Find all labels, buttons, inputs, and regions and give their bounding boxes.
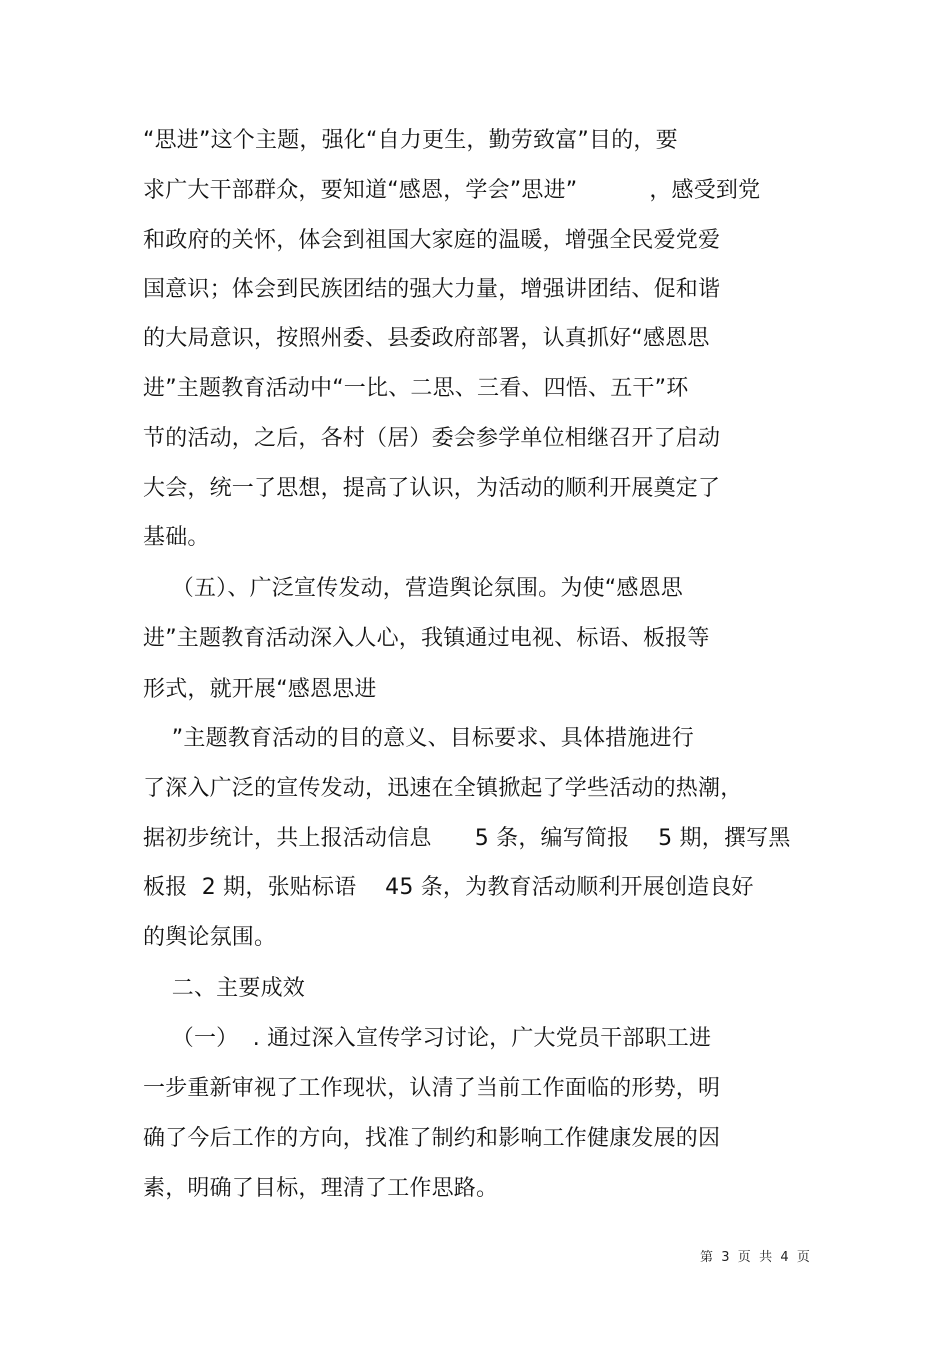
page-number-footer: 第 3 页 共 4 页 [700, 1250, 810, 1265]
text-line: “思进”这个主题，强化“自力更生，勤劳致富”目的，要 [143, 128, 678, 153]
text-line: 素，明确了目标，理清了工作思路。 [143, 1176, 499, 1201]
text-line: 据初步统计，共上报活动信息 5 条，编写简报 5 期，撰写黑 [143, 826, 791, 851]
text-line: （一） . 通过深入宣传学习讨论，广大党员干部职工进 [143, 1026, 712, 1051]
text-line: 确了今后工作的方向，找准了制约和影响工作健康发展的因 [143, 1126, 721, 1151]
text-line: 和政府的关怀，体会到祖国大家庭的温暖，增强全民爱党爱 [143, 228, 721, 253]
text-line: 进”主题教育活动深入人心，我镇通过电视、标语、板报等 [143, 626, 710, 651]
section-heading: 二、主要成效 [143, 976, 305, 1001]
text-line: 板报 2 期，张贴标语 45 条，为教育活动顺利开展创造良好 [143, 875, 754, 900]
text-line: 节的活动，之后，各村（居）委会参学单位相继召开了启动 [143, 426, 721, 451]
text-line: 一步重新审视了工作现状，认清了当前工作面临的形势，明 [143, 1076, 721, 1101]
text-line: 的舆论氛围。 [143, 925, 277, 950]
text-line: 形式，就开展“感恩思进 [143, 677, 377, 702]
text-line: 国意识；体会到民族团结的强大力量，增强讲团结、促和谐 [143, 277, 721, 302]
text-line: 进”主题教育活动中“一比、二思、三看、四悟、五干”环 [143, 376, 689, 401]
text-line: 的大局意识，按照州委、县委政府部署，认真抓好“感恩思 [143, 326, 710, 351]
text-line: （五）、广泛宣传发动，营造舆论氛围。为使“感恩思 [143, 576, 683, 601]
text-line: 基础。 [143, 525, 210, 550]
text-line: ”主题教育活动的目的意义、目标要求、具体措施进行 [143, 726, 694, 751]
text-line: 了深入广泛的宣传发动，迅速在全镇掀起了学些活动的热潮， [143, 776, 743, 801]
text-line: 求广大干部群众，要知道“感恩，学会”思进” ，感受到党 [143, 178, 761, 203]
text-line: 大会，统一了思想，提高了认识，为活动的顺利开展奠定了 [143, 476, 721, 501]
